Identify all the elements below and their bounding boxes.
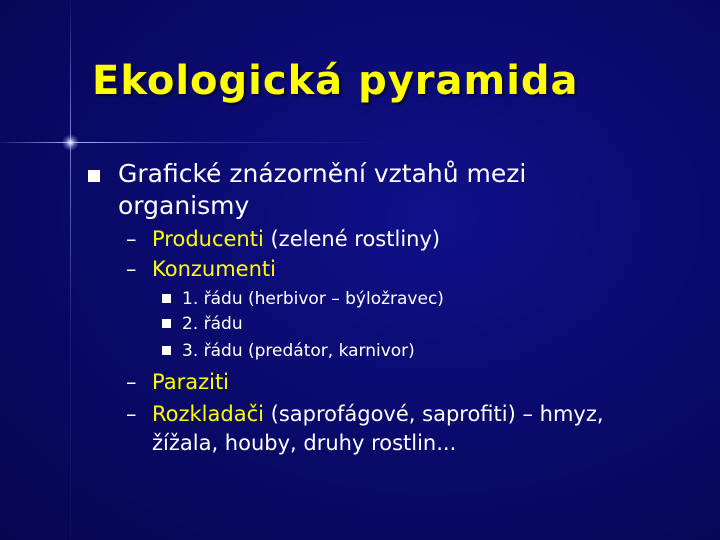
dash: – bbox=[126, 370, 137, 394]
dash: – bbox=[126, 402, 137, 426]
list-item-rozkladaci bbox=[126, 400, 604, 428]
square-bullet-icon bbox=[162, 346, 171, 355]
bullet-text: Grafické znázornění vztahů mezi organismy bbox=[118, 159, 527, 220]
item-detail: (saprofágové, saprofiti) – hmyz, bbox=[263, 402, 604, 426]
list-item-rad2 bbox=[162, 313, 243, 335]
item-label: Rozkladači bbox=[152, 402, 264, 426]
square-bullet-icon bbox=[88, 170, 100, 182]
item-label: Producenti bbox=[152, 227, 264, 251]
list-item-rad3 bbox=[162, 340, 415, 362]
item-text: 3. řádu (predátor, karnivor) bbox=[182, 341, 415, 361]
square-bullet-icon bbox=[162, 319, 171, 328]
item-label: Konzumenti bbox=[152, 257, 276, 281]
dash: – bbox=[126, 227, 137, 251]
item-text: 1. řádu (herbivor – býložravec) bbox=[182, 289, 444, 309]
sparkle-icon bbox=[62, 134, 79, 151]
square-bullet-icon bbox=[162, 294, 171, 303]
decorative-vertical-line bbox=[70, 0, 71, 540]
slide-title: Ekologická pyramida bbox=[92, 58, 579, 104]
continuation-text: žížala, houby, druhy rostlin... bbox=[152, 431, 457, 455]
item-label: Paraziti bbox=[152, 370, 230, 394]
list-item-paraziti bbox=[126, 368, 229, 396]
item-detail: (zelené rostliny) bbox=[263, 227, 441, 251]
list-item-rad1 bbox=[162, 288, 444, 310]
list-item-konzumenti bbox=[126, 255, 276, 283]
item-text: 2. řádu bbox=[182, 314, 243, 334]
list-item-producenti bbox=[126, 225, 440, 253]
decorative-horizontal-line bbox=[0, 142, 400, 143]
dash: – bbox=[126, 257, 137, 281]
